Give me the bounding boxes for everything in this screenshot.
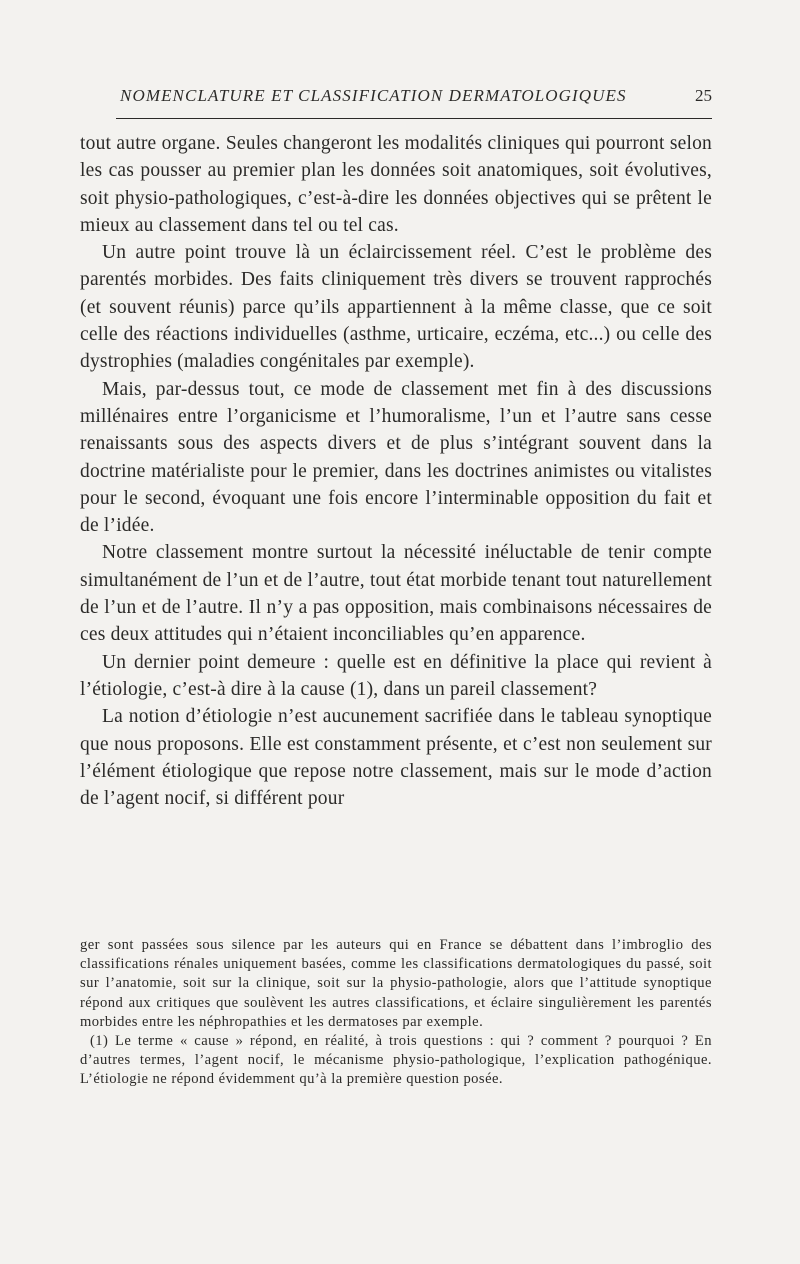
footnote-continuation: ger sont passées sous silence par les auteurs qui en France se débattent dans l’imbroglio des classifications rénales uniquement basées, comme les classifications dermatologiques du passé, soit sur l’anatomie, soit sur la clinique, soit sur la physio-pathologie, alors que l’attitude synoptique répond aux critiques que soulèvent les autres classifications, et éclaire singulièrement les parentés morbides entre les néphropathies et les dermatoses par exemple. <box>80 937 712 1030</box>
header-rule <box>116 118 712 119</box>
paragraph-parentes-morbides: Un autre point trouve là un éclaircissement réel. C’est le problème des parentés morbides. Des faits cliniquement très divers se trouvent rapprochés (et souvent réunis) parce qu’ils appartiennent à la même classe, que ce soit celle des réactions individuelles (asthme, urticaire, eczéma, etc...) ou celle des dystrophies (maladies congénitales par exemple). <box>80 242 712 373</box>
paragraph-etiologie: La notion d’étiologie n’est aucunement sacrifiée dans le tableau synoptique que nous proposons. Elle est constamment présente, et c’est non seulement sur l’élément étiologique que repose notre classement, mais sur le mode d’action de l’agent nocif, si différent pour <box>80 706 712 810</box>
main-text <box>80 130 712 812</box>
paragraph-notre-classement: Notre classement montre surtout la nécessité inéluctable de tenir compte simultanément de l’un et de l’autre, tout état morbide tenant tout naturellement de l’un et de l’autre. Il n’y a pas opposition, mais combinaisons nécessaires de ces deux attitudes qui n’étaient inconciliables qu’en apparence. <box>80 542 712 646</box>
paragraph-continuation: tout autre organe. Seules changeront les modalités cliniques qui pourront selon les cas pousser au premier plan les données soit anatomiques, soit évolutives, soit physio-pathologiques, c’est-à-dire les données objectives qui se prêtent le mieux au classement dans tel ou tel cas. <box>80 133 712 236</box>
running-title: NOMENCLATURE ET CLASSIFICATION DERMATOLOGIQUES <box>120 86 627 105</box>
page-number: 25 <box>695 86 712 105</box>
footnotes <box>80 936 712 1090</box>
footnote-1: (1) Le terme « cause » répond, en réalité, à trois questions : qui ? comment ? pourquoi ? En d’autres termes, l’agent nocif, le mécanisme physio-pathologique, l’explication pathogénique. L’étiologie ne répond évidemment qu’à la première question posée. <box>80 1033 712 1088</box>
paragraph-dernier-point: Un dernier point demeure : quelle est en définitive la place qui revient à l’étiologie, c’est-à dire à la cause (1), dans un pareil classement? <box>80 651 712 700</box>
running-head <box>116 86 712 114</box>
paragraph-organicisme-humoralisme: Mais, par-dessus tout, ce mode de classement met fin à des discussions millénaires entre l’organicisme et l’humoralisme, l’un et l’autre sans cesse renaissants sous des aspects divers et de plus s’intégrant souvent dans la doctrine matérialiste pour le premier, dans les doctrines animistes ou vitalistes pour le second, évoquant une fois encore l’interminable opposition du fait et de l’idée. <box>80 378 712 537</box>
